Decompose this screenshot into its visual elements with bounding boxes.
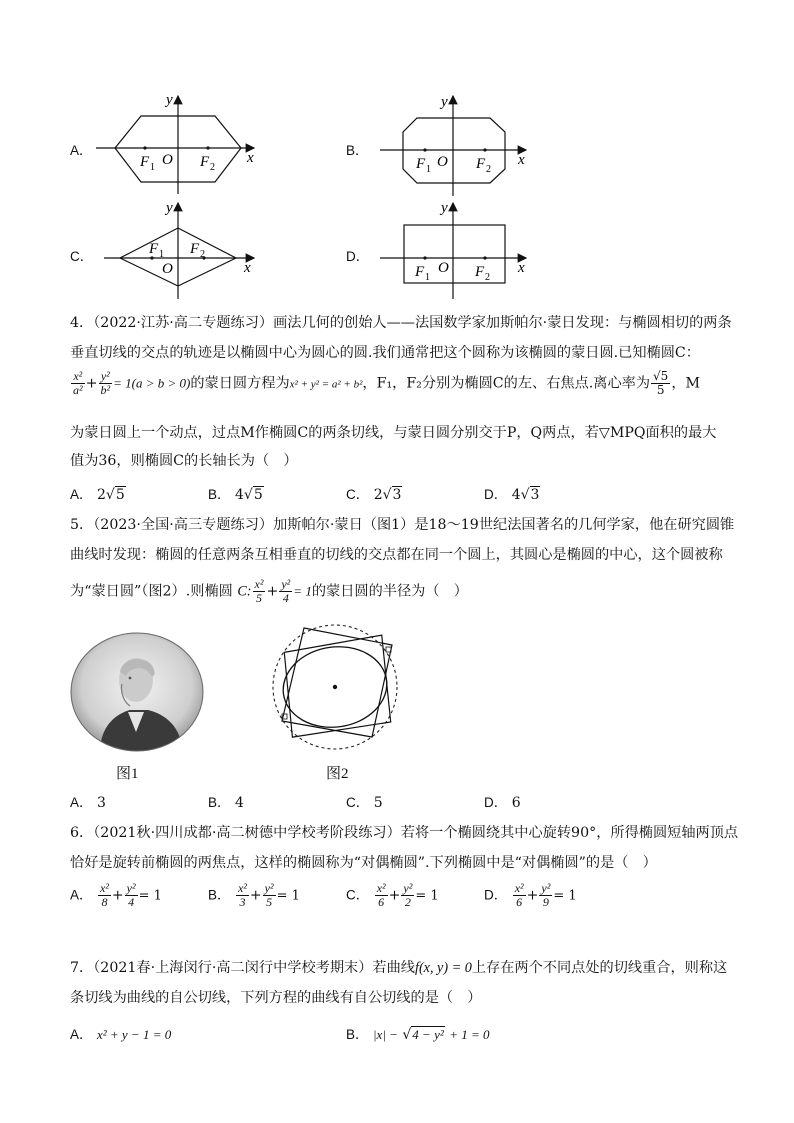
origin-label: O: [437, 154, 448, 170]
figure-c: [96, 200, 266, 300]
figure-b: [380, 92, 532, 200]
eccentricity: $\frac{√5}{5}$: [653, 369, 669, 397]
option-d-label: D．: [346, 249, 370, 264]
focus-2-label: F: [476, 156, 486, 172]
focus-2-sub: 2: [486, 164, 491, 175]
q7-option-a[interactable]: A． x² + y − 1 = 0: [70, 1027, 172, 1042]
x-axis-label: x: [247, 150, 254, 166]
x-axis-label: x: [518, 260, 525, 276]
focus-1-label: F: [416, 156, 426, 172]
q4-line-4: 为蒙日圆上一个动点，过点M作椭圆C的两条切线，与蒙日圆分别交于P，Q两点，若▽MPQ面积的最大: [70, 425, 717, 441]
y-axis-label: y: [166, 200, 173, 216]
q6-option-d[interactable]: D． $\frac{\text{x²}}{6}$ + $\frac{\text{y²}}{9}$ = 1: [484, 881, 577, 909]
q5-option-c[interactable]: C． 5: [346, 795, 383, 811]
q4-option-b[interactable]: B． 4√5: [208, 487, 263, 503]
focus-1-label: F: [149, 241, 159, 257]
frac-x: $\frac{\text{x²}}{\text{a²}}$: [73, 369, 83, 397]
focus-1-sub: 1: [150, 162, 155, 173]
q4-line-1: 4．（2022·江苏·高二专题练习）画法几何的创始人——法国数学家加斯帕尔·蒙日发现：与椭圆相切的两条: [70, 315, 732, 331]
q4-option-c[interactable]: C． 2√3: [346, 487, 402, 503]
y-axis-label: y: [441, 200, 448, 216]
q5-option-b[interactable]: B． 4: [208, 795, 244, 811]
figure-d: [380, 200, 532, 300]
origin-label: O: [162, 261, 173, 277]
q4-option-d[interactable]: D． 4√3: [484, 487, 540, 503]
y-axis-label: y: [166, 92, 173, 108]
focus-2-label: F: [200, 154, 210, 170]
focus-1-sub: 1: [426, 164, 431, 175]
origin-label: O: [162, 152, 173, 168]
q5-option-a[interactable]: A． 3: [70, 795, 106, 811]
x-axis-label: x: [518, 152, 525, 168]
x-axis-label: x: [244, 260, 251, 276]
q7-line-1: 7．（2021春·上海闵行·高二闵行中学校考期末）若曲线f(x, y) = 0上存在两个不同点处的切线重合，则称这: [70, 960, 728, 976]
q6-line-1: 6．（2021秋·四川成都·高二树德中学校考阶段练习）若将一个椭圆绕其中心旋转90°，所得椭圆短轴两顶点: [70, 825, 739, 841]
focus-1-label: F: [415, 264, 425, 280]
portrait-image: [70, 632, 204, 752]
q4-line-5: 值为36，则椭圆C的长轴长为（ ）: [70, 453, 298, 469]
q4-line-3: $\frac{\text{x²}}{\text{a²}}$ + $\frac{\text{y²}}{\text{b²}}$ = 1(a > b > 0)的蒙日圆方程为x² + y² = a² + b²，F₁，F₂分别为椭圆C的左、右焦点.离心率为 $\frac{√5}{5}$ ，M: [73, 369, 701, 397]
q5-line-1: 5．（2023·全国·高三专题练习）加斯帕尔·蒙日（图1）是18～19世纪法国著名的几何学家，他在研究圆锥: [70, 517, 735, 533]
focus-1-sub: 1: [159, 249, 164, 260]
option-b-label: B．: [346, 143, 369, 158]
q7-option-b[interactable]: B． |x| − √4 − y² + 1 = 0: [346, 1027, 490, 1043]
q5-option-d[interactable]: D． 6: [484, 795, 521, 811]
monge-circle-figure: [268, 620, 402, 754]
focus-2-label: F: [190, 241, 200, 257]
q6-line-2: 恰好是旋转前椭圆的两焦点，这样的椭圆称为“对偶椭圆”.下列椭圆中是“对偶椭圆”的是（ ）: [70, 855, 657, 871]
figure-1-caption: 图1: [116, 766, 139, 782]
q7-line-2: 条切线为曲线的自公切线，下列方程的曲线有自公切线的是（ ）: [70, 990, 482, 1006]
figure-2-caption: 图2: [326, 766, 349, 782]
q6-option-b[interactable]: B． $\frac{\text{x²}}{3}$ + $\frac{\text{y²}}{5}$ = 1: [208, 881, 300, 909]
q4-line-2: 垂直切线的交点的轨迹是以椭圆中心为圆心的圆.我们通常把这个圆称为该椭圆的蒙日圆.已知椭圆C：: [70, 345, 700, 361]
y-axis-label: y: [441, 94, 448, 110]
focus-2-label: F: [475, 264, 485, 280]
q6-option-c[interactable]: C． $\frac{\text{x²}}{6}$ + $\frac{\text{y²}}{2}$ = 1: [346, 881, 439, 909]
focus-2-sub: 2: [200, 249, 205, 260]
q5-line-3: 为“蒙日圆”（图2）.则椭圆 C: $\frac{\text{x²}}{5}$ + $\frac{\text{y²}}{4}$ = 1的蒙日圆的半径为（ ）: [70, 577, 468, 605]
frac-y: $\frac{\text{y²}}{\text{b²}}$: [100, 369, 111, 397]
q4-option-a[interactable]: A． 2√5: [70, 487, 125, 503]
focus-1-sub: 1: [425, 272, 430, 283]
q6-option-a[interactable]: A． $\frac{\text{x²}}{8}$ + $\frac{\text{y²}}{4}$ = 1: [70, 881, 162, 909]
origin-label: O: [438, 260, 449, 276]
focus-2-sub: 2: [210, 162, 215, 173]
focus-1-label: F: [140, 154, 150, 170]
option-c-label: C．: [70, 249, 94, 264]
q5-line-2: 曲线时发现：椭圆的任意两条互相垂直的切线的交点都在同一个圆上，其圆心是椭圆的中心，这个圆被称: [70, 547, 723, 563]
figure-a: [96, 90, 266, 198]
focus-2-sub: 2: [485, 272, 490, 283]
option-a-label: A．: [70, 143, 93, 158]
